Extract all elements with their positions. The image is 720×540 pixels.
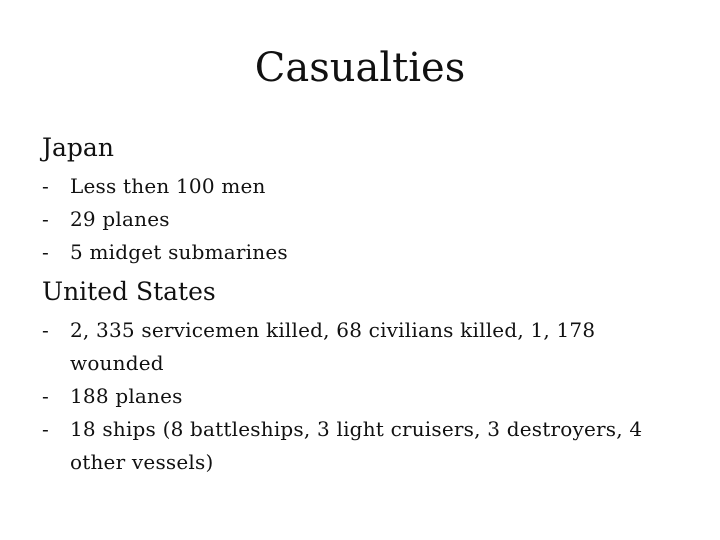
list-item-text: 29 planes (70, 207, 170, 231)
list-item (42, 413, 682, 479)
bullet-dash: - (42, 417, 49, 441)
section-heading-united-states: United States (42, 277, 216, 306)
bullet-dash: - (42, 384, 49, 408)
bullet-dash: - (42, 240, 49, 264)
us-casualty-list (42, 314, 682, 479)
list-item (42, 236, 682, 269)
list-item (42, 170, 682, 203)
list-item-text: 2, 335 servicemen killed, 68 civilians killed, 1, 178 wounded (70, 318, 596, 375)
list-item (42, 314, 682, 380)
list-item-text: 188 planes (70, 384, 183, 408)
japan-casualty-list (42, 170, 682, 269)
bullet-dash: - (42, 207, 49, 231)
slide-title: Casualties (254, 45, 466, 91)
list-item (42, 380, 682, 413)
bullet-dash: - (42, 174, 49, 198)
list-item-text: 18 ships (8 battleships, 3 light cruisers, 3 destroyers, 4 other vessels) (70, 417, 643, 474)
list-item (42, 203, 682, 236)
section-heading-japan: Japan (42, 133, 114, 162)
bullet-dash: - (42, 318, 49, 342)
list-item-text: Less then 100 men (70, 174, 266, 198)
list-item-text: 5 midget submarines (70, 240, 288, 264)
